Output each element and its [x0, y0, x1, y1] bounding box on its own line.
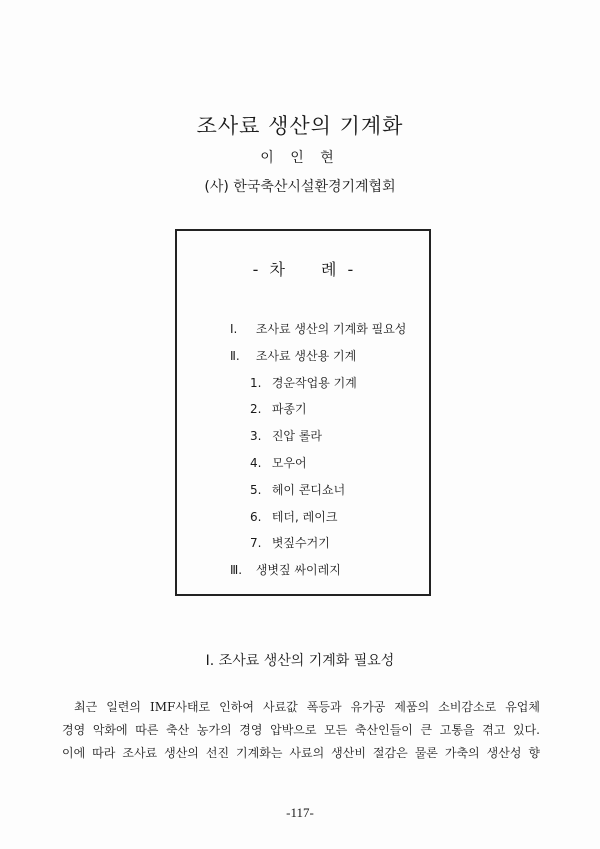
toc-item-label: 파종기 [271, 402, 307, 417]
author-name: 이 인 현 [260, 150, 340, 166]
table-of-contents [175, 229, 431, 596]
toc-list [177, 316, 429, 584]
toc-item [177, 396, 429, 423]
toc-item [177, 343, 429, 370]
toc-item [177, 477, 429, 504]
body-line: 최근 일련의 IMF사태로 인하여 사료값 폭등과 유가공 제품의 소비감소로 유업체 [74, 700, 540, 714]
body-line: 이에 따라 조사료 생산의 선진 기계화는 사료의 생산비 절감은 물론 가축의 생산성 향 [62, 746, 540, 760]
toc-item [177, 316, 429, 343]
toc-item-label: 테더, 레이크 [271, 509, 338, 524]
toc-heading [177, 257, 429, 280]
toc-heading-left: - 차 [252, 260, 285, 279]
toc-item [177, 504, 429, 531]
toc-item-number: 1. [250, 375, 262, 390]
toc-item-number: 5. [250, 482, 262, 497]
toc-heading-right: 례 - [321, 260, 354, 279]
toc-item-number: Ⅱ. [230, 348, 240, 363]
toc-item-number: 6. [250, 509, 262, 524]
document-title: 조사료 생산의 기계화 [196, 114, 404, 138]
toc-item-label: 진압 롤라 [271, 429, 323, 444]
toc-item-number: Ⅲ. [230, 563, 243, 578]
toc-item [177, 557, 429, 584]
toc-item [177, 530, 429, 557]
toc-item-label: 볏짚수거기 [271, 536, 330, 551]
toc-item-label: 모우어 [271, 455, 307, 470]
page-number: -117- [286, 805, 314, 820]
toc-item-label: 헤이 콘디쇼너 [271, 482, 346, 497]
toc-item-number: 3. [250, 429, 262, 444]
toc-item-label: 생볏짚 싸이레지 [255, 563, 341, 578]
author-affiliation: (사) 한국축산시설환경기계협회 [204, 179, 396, 195]
toc-item-number: 4. [250, 455, 262, 470]
section-heading: Ⅰ. 조사료 생산의 기계화 필요성 [205, 653, 395, 669]
body-line: 경영 악화에 따른 축산 농가의 경영 압박으로 모든 축산인들이 큰 고통을 겪고 있다. [62, 723, 540, 737]
toc-item-number: Ⅰ. [230, 322, 238, 336]
toc-item-number: 2. [250, 402, 262, 417]
body-paragraph [62, 696, 540, 765]
toc-item-label: 조사료 생산의 기계화 필요성 [255, 322, 407, 336]
toc-item-label: 조사료 생산용 기계 [255, 348, 357, 363]
toc-item [177, 423, 429, 450]
toc-item [177, 370, 429, 397]
toc-item-label: 경운작업용 기계 [271, 375, 357, 390]
toc-item-number: 7. [250, 536, 262, 551]
toc-item [177, 450, 429, 477]
